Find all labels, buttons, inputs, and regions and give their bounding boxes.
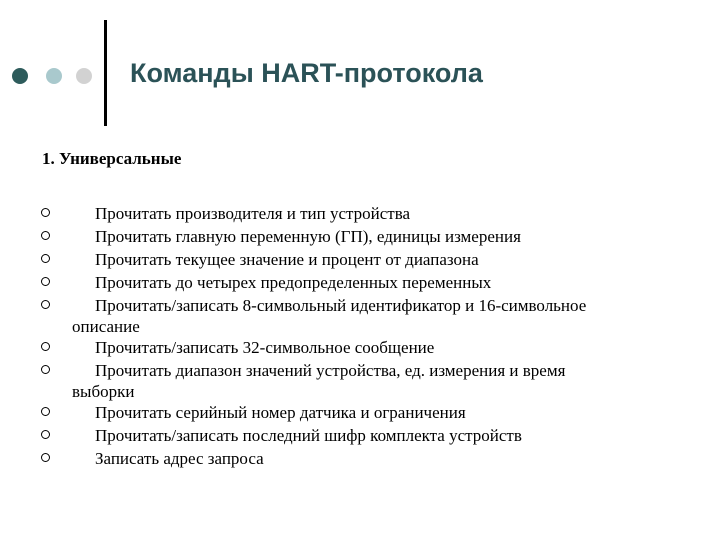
list-item-text: Прочитать текущее значение и процент от диапазона — [95, 250, 479, 269]
circle-bullet-icon — [41, 277, 50, 286]
circle-bullet-icon — [41, 453, 50, 462]
list-item — [0, 225, 720, 248]
circle-bullet-icon — [41, 365, 50, 374]
circle-bullet-icon — [41, 342, 50, 351]
list-item-text: Прочитать серийный номер датчика и ограничения — [95, 403, 466, 422]
list-item — [0, 202, 720, 225]
title-divider — [104, 20, 107, 126]
light-blue-dot-icon — [46, 68, 62, 84]
list-item — [0, 248, 720, 271]
list-item-text-continuation: описание — [72, 317, 140, 336]
dark-dot-icon — [12, 68, 28, 84]
circle-bullet-icon — [41, 231, 50, 240]
gray-dot-icon — [76, 68, 92, 84]
list-item — [0, 424, 720, 447]
list-item-text: Прочитать до четырех предопределенных переменных — [95, 273, 492, 292]
circle-bullet-icon — [41, 430, 50, 439]
list-item-text: Записать адрес запроса — [95, 449, 264, 468]
list-item — [0, 271, 720, 294]
slide-title: Команды HART-протокола — [130, 58, 483, 88]
list-item — [0, 447, 720, 470]
list-item — [0, 359, 720, 401]
list-item-text: Прочитать производителя и тип устройства — [95, 204, 411, 223]
list-item — [0, 294, 720, 336]
list-item-text: Прочитать/записать 8-символьный идентификатор и 16-символьное — [95, 296, 587, 315]
circle-bullet-icon — [41, 208, 50, 217]
section-heading: 1. Универсальные — [42, 149, 182, 168]
list-item — [0, 336, 720, 359]
list-item — [0, 401, 720, 424]
list-item-text-continuation: выборки — [72, 382, 135, 401]
circle-bullet-icon — [41, 407, 50, 416]
list-item-text: Прочитать диапазон значений устройства, ед. измерения и время — [95, 361, 566, 380]
circle-bullet-icon — [41, 300, 50, 309]
circle-bullet-icon — [41, 254, 50, 263]
list-item-text: Прочитать/записать 32-символьное сообщение — [95, 338, 435, 357]
command-list — [0, 202, 720, 470]
list-item-text: Прочитать/записать последний шифр комплекта устройств — [95, 426, 522, 445]
list-item-text: Прочитать главную переменную (ГП), единицы измерения — [95, 227, 521, 246]
